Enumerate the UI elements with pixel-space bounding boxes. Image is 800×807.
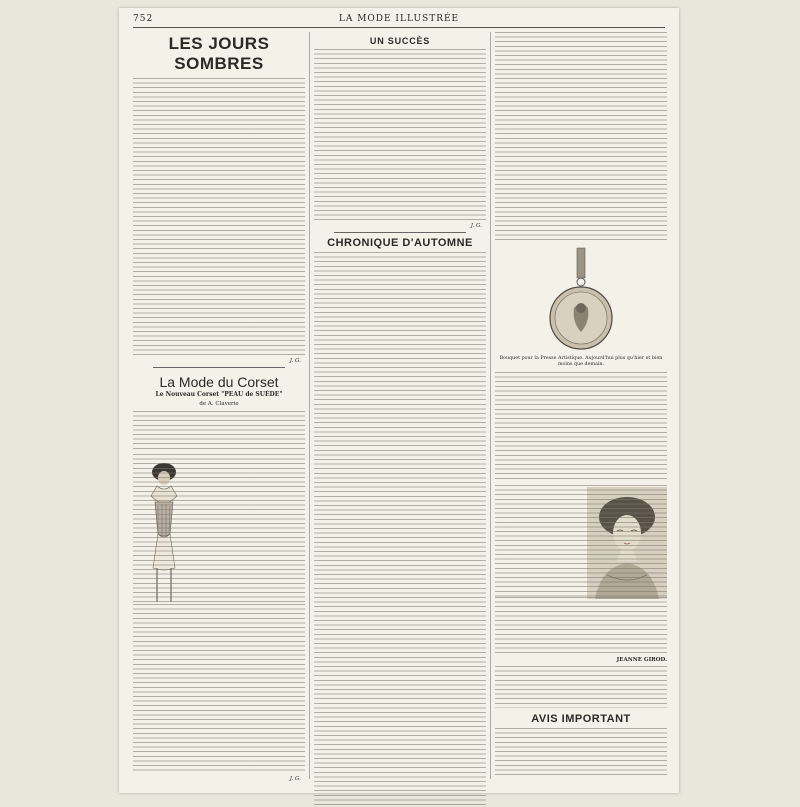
page-number: 752 bbox=[133, 14, 154, 24]
column-right bbox=[495, 32, 667, 779]
column-left bbox=[133, 32, 305, 782]
article-headline-jours-sombres: LES JOURS SOMBRES bbox=[168, 34, 270, 73]
article-body-text bbox=[133, 411, 305, 451]
article-signature: J. G. bbox=[470, 223, 482, 229]
article-body-text bbox=[314, 49, 486, 221]
header-rule bbox=[133, 27, 665, 28]
article-body-text bbox=[495, 32, 667, 242]
medal-illustration bbox=[546, 246, 616, 354]
magazine-page bbox=[119, 8, 679, 793]
portrait-illustration-block bbox=[495, 485, 667, 597]
column-middle bbox=[314, 32, 486, 779]
article-body-text bbox=[314, 252, 486, 807]
article-byline: de A. Claverie bbox=[199, 401, 239, 407]
article-signature: J. G. bbox=[289, 358, 301, 364]
article-body-text bbox=[495, 666, 667, 708]
article-signature: J. G. bbox=[289, 776, 301, 782]
article-author: JEANNE GIROD. bbox=[616, 657, 667, 663]
article-body-text bbox=[495, 597, 667, 655]
article-headline-corset: La Mode du Corset bbox=[159, 374, 279, 390]
article-headline-succes: UN SUCCÈS bbox=[369, 36, 431, 46]
section-separator bbox=[153, 367, 285, 368]
article-body-text bbox=[495, 372, 667, 482]
medal-caption: Bouquet pour la Presse Artistique. Aujourd'hui plus qu'hier et bien moins que demain. bbox=[499, 356, 663, 367]
article-body-text bbox=[133, 78, 305, 356]
journal-title: LA MODE ILLUSTRÉE bbox=[338, 14, 460, 24]
article-subtitle: Le Nouveau Corset "PEAU de SUÈDE" bbox=[155, 391, 283, 398]
section-separator bbox=[334, 232, 466, 233]
notice-body-text bbox=[495, 728, 667, 778]
article-body-text bbox=[133, 604, 305, 774]
column-divider bbox=[309, 32, 310, 779]
article-headline-chronique: CHRONIQUE D'AUTOMNE bbox=[327, 237, 473, 249]
corset-illustration-block bbox=[133, 454, 305, 604]
article-body-text bbox=[133, 454, 305, 604]
notice-headline: AVIS IMPORTANT bbox=[531, 713, 631, 725]
article-body-text bbox=[495, 485, 667, 597]
column-divider bbox=[490, 32, 491, 779]
